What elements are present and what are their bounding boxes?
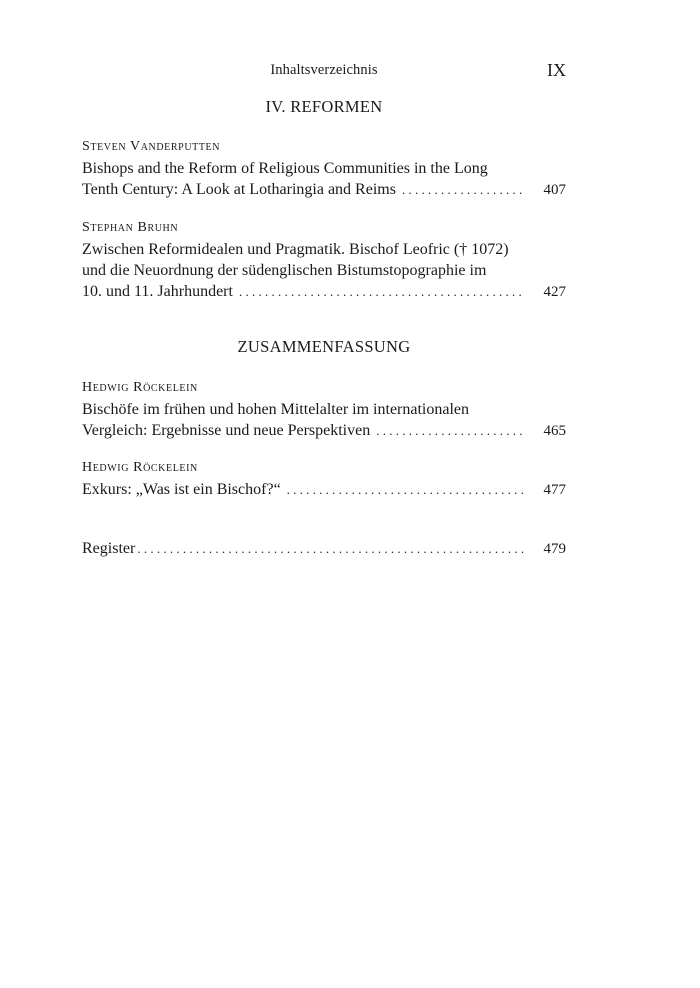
section-heading-zusammenfassung: ZUSAMMENFASSUNG — [237, 337, 411, 356]
page-header — [82, 62, 566, 82]
entry-author: Stephan Bruhn — [82, 220, 179, 235]
dot-leader — [287, 479, 524, 500]
page-number: IX — [547, 60, 566, 80]
register-page-number: 479 — [543, 541, 566, 557]
dot-leader — [137, 538, 524, 559]
register-label: Register — [82, 540, 136, 557]
dot-leader — [402, 179, 524, 200]
entry-title-line: Zwischen Reformidealen und Pragmatik. Bischof Leofric († 1072) — [82, 241, 509, 258]
entry-title-end: Tenth Century: A Look at Lotharingia and Reims — [82, 181, 396, 198]
entry-last-line — [82, 479, 566, 501]
entry-author: Hedwig Röckelein — [82, 460, 198, 475]
toc-entry-bruhn[interactable] — [82, 217, 566, 303]
entry-page-number: 427 — [543, 284, 566, 300]
entry-author: Hedwig Röckelein — [82, 380, 198, 395]
entry-last-line — [82, 420, 566, 442]
entry-author: Steven Vanderputten — [82, 139, 221, 154]
dot-leader — [239, 281, 524, 302]
entry-title-line: Bishops and the Reform of Religious Communities in the Long — [82, 160, 488, 177]
entry-last-line — [82, 179, 566, 201]
toc-entry-roeckelein-1[interactable] — [82, 377, 566, 442]
entry-last-line — [82, 538, 566, 560]
entry-title-end: Vergleich: Ergebnisse und neue Perspektiven — [82, 422, 371, 439]
running-title: Inhaltsverzeichnis — [270, 62, 378, 78]
section-heading-reformen: IV. REFORMEN — [265, 97, 383, 116]
entry-page-number: 407 — [543, 182, 566, 198]
entry-page-number: 477 — [543, 482, 566, 498]
entry-title-end: 10. und 11. Jahrhundert — [82, 283, 233, 300]
toc-entry-register[interactable] — [82, 538, 566, 560]
entry-title-end: Exkurs: „Was ist ein Bischof?“ — [82, 481, 281, 498]
entry-title-line: und die Neuordnung der südenglischen Bistumstopographie im — [82, 262, 487, 279]
entry-last-line — [82, 281, 566, 303]
entry-page-number: 465 — [543, 423, 566, 439]
toc-entry-roeckelein-2[interactable] — [82, 457, 566, 501]
entry-title-line: Bischöfe im frühen und hohen Mittelalter im internationalen — [82, 401, 470, 418]
dot-leader — [376, 420, 524, 441]
toc-entry-vanderputten[interactable] — [82, 136, 566, 201]
